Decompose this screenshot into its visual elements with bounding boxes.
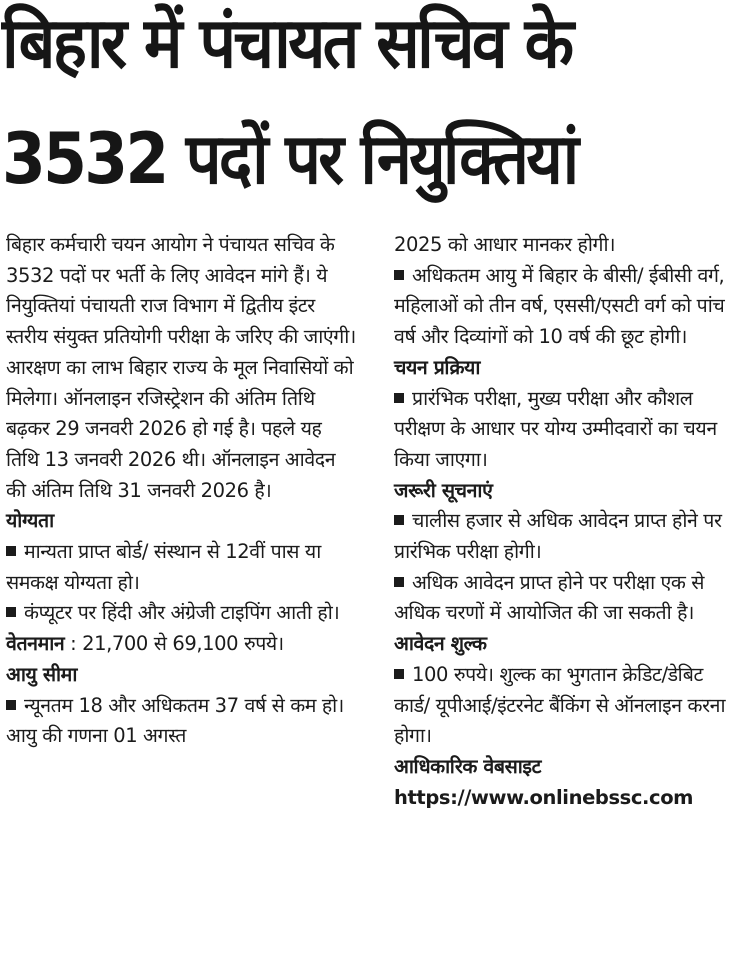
website-url[interactable]: https://www.onlinebssc.com	[394, 785, 694, 809]
age-relaxation-text: अधिकतम आयु में बिहार के बीसी/ ईबीसी वर्ग, महिलाओं को तीन वर्ष, एससी/एसटी वर्ग को पांच वर्ष और दिव्यांगों को 10 वर्ष की छूट होगी।	[394, 263, 725, 349]
square-bullet-icon	[6, 700, 16, 710]
notice-point-1	[394, 506, 734, 567]
headline-line-1: बिहार में पंचायत सचिव के	[2, 2, 572, 84]
age-point	[6, 691, 358, 752]
square-bullet-icon	[6, 607, 16, 617]
right-column	[394, 230, 734, 813]
age-point-text: न्यूनतम 18 और अधिकतम 37 वर्ष से कम हो। आयु की गणना 01 अगस्त	[6, 693, 344, 748]
eligibility-point-1	[6, 537, 358, 598]
website-heading: आधिकारिक वेबसाइट	[394, 754, 542, 778]
intro-paragraph: बिहार कर्मचारी चयन आयोग ने पंचायत सचिव के 3532 पदों पर भर्ती के लिए आवेदन मांगे हैं। ये नियुक्तियां पंचायती राज विभाग में द्वितीय इंटर स्तरीय संयुक्त प्रतियोगी परीक्षा के जरिए की जाएंगी। आरक्षण का लाभ बिहार राज्य के मूल निवासियों को मिलेगा। ऑनलाइन रजिस्ट्रेशन की अंतिम तिथि बढ़कर 29 जनवरी 2026 हो गई है। पहले यह तिथि 13 जनवरी 2026 थी। ऑनलाइन आवेदन की अंतिम तिथि 31 जनवरी 2026 है।	[6, 233, 356, 502]
eligibility-point-2-text: कंप्यूटर पर हिंदी और अंग्रेजी टाइपिंग आती हो।	[24, 601, 340, 625]
selection-heading: चयन प्रक्रिया	[394, 355, 480, 379]
square-bullet-icon	[394, 577, 404, 587]
pay-scale-label: वेतनमान	[6, 632, 65, 656]
square-bullet-icon	[394, 515, 404, 525]
pay-scale	[6, 629, 358, 660]
selection-point-text: प्रारंभिक परीक्षा, मुख्य परीक्षा और कौशल परीक्षण के आधार पर योग्य उम्मीदवारों का चयन किया जाएगा।	[394, 386, 717, 471]
selection-point	[394, 384, 734, 476]
square-bullet-icon	[394, 393, 404, 403]
square-bullet-icon	[394, 270, 404, 280]
headline-line-2: 3532 पदों पर नियुक्तियां	[2, 118, 577, 200]
square-bullet-icon	[6, 546, 16, 556]
left-column	[6, 230, 358, 752]
eligibility-point-2	[6, 598, 358, 629]
pay-scale-value: : 21,700 से 69,100 रुपये।	[70, 632, 284, 656]
notices-heading: जरूरी सूचनाएं	[394, 478, 493, 502]
age-continuation: 2025 को आधार मानकर होगी।	[394, 233, 616, 256]
age-heading: आयु सीमा	[6, 662, 77, 686]
square-bullet-icon	[394, 669, 404, 679]
fee-point	[394, 660, 734, 752]
age-relaxation	[394, 261, 734, 353]
eligibility-point-1-text: मान्यता प्राप्त बोर्ड/ संस्थान से 12वीं पास या समकक्ष योग्यता हो।	[6, 540, 321, 594]
notice-point-2-text: अधिक आवेदन प्राप्त होने पर परीक्षा एक से अधिक चरणों में आयोजित की जा सकती है।	[394, 570, 705, 625]
notice-point-1-text: चालीस हजार से अधिक आवेदन प्राप्त होने पर प्रारंभिक परीक्षा होगी।	[394, 509, 722, 564]
fee-heading: आवेदन शुल्क	[394, 632, 487, 656]
notice-point-2	[394, 568, 734, 629]
eligibility-heading: योग्यता	[6, 509, 54, 533]
fee-point-text: 100 रुपये। शुल्क का भुगतान क्रेडिट/डेबिट कार्ड/ यूपीआई/इंटरनेट बैंकिंग से ऑनलाइन करना होगा।	[394, 662, 726, 748]
